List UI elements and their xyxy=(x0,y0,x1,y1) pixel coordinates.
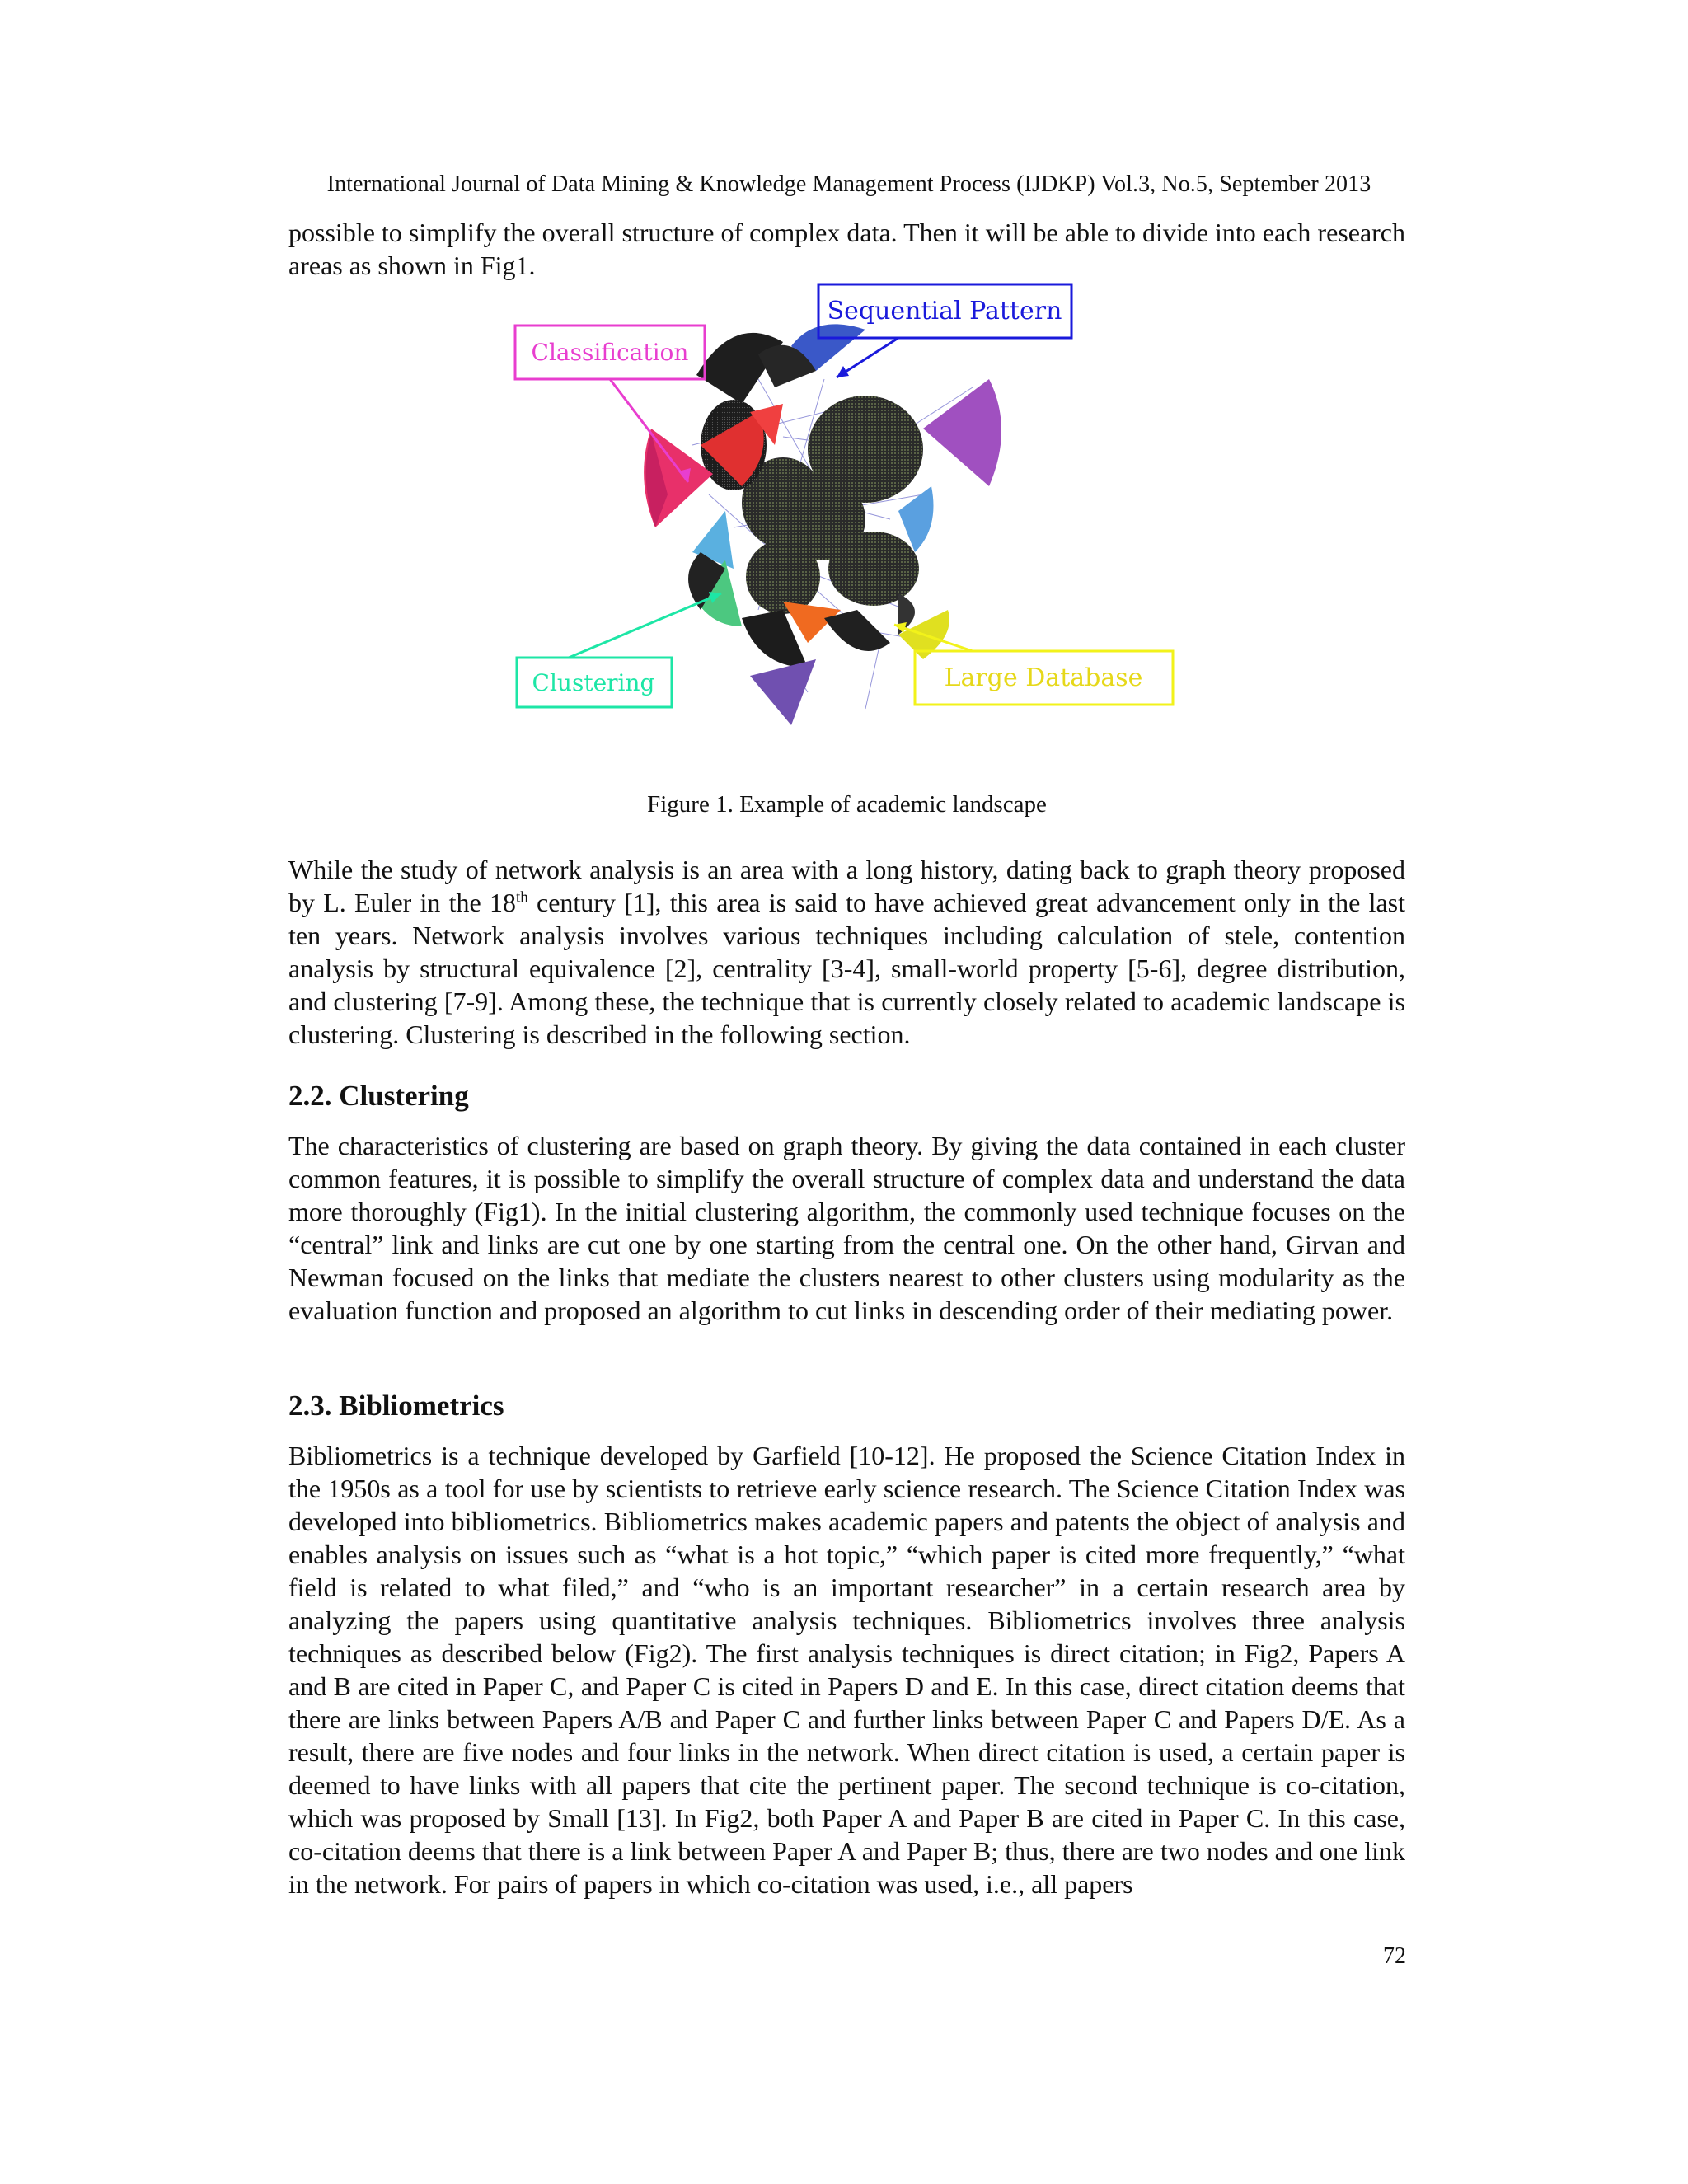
intro-paragraph: possible to simplify the overall structure of complex data. Then it will be able to divide into each research areas as shown in Fig1. xyxy=(288,218,1405,280)
cluster-center-3 xyxy=(746,540,820,614)
section-2-3-heading: 2.3. Bibliometrics xyxy=(288,1390,504,1422)
network-analysis-paragraph xyxy=(288,853,1405,1051)
label-large-db-text: Large Database xyxy=(944,663,1143,692)
label-clustering-text: Clustering xyxy=(532,669,655,696)
label-classification-text: Classification xyxy=(531,339,689,366)
section-2-2-paragraph: The characteristics of clustering are based on graph theory. By giving the data contained in each cluster common features, it is possible to simplify the overall structure of complex data and understand the data more thoroughly (Fig1). In the initial clustering algorithm, the commonly used technique focuses on the “central” link and links are cut one by one starting from the central one. On the other hand, Girvan and Newman focused on the links that mediate the clusters nearest to other clusters using modularity as the evaluation function and proposed an algorithm to cut links in descending order of their mediating power. xyxy=(288,1131,1405,1325)
para1-part-a: While the study of network analysis is an area with a long history, dating back to graph theory proposed by L. Euler in the 18 xyxy=(288,855,1405,917)
section-2-3-paragraph: Bibliometrics is a technique developed by Garfield [10-12]. He proposed the Science Citation Index in the 1950s as a tool for use by scientists to retrieve early science research. The Science Citation Index was developed into bibliometrics. Bibliometrics makes academic papers and patents the object of analysis and enables analysis on issues such as “what is a hot topic,” “which paper is cited more frequently,” “what field is related to what filed,” and “who is an important researcher” in a certain research area by analyzing the papers using quantitative analysis techniques. Bibliometrics involves three analysis techniques as described below (Fig2). The first analysis techniques is direct citation; in Fig2, Papers A and B are cited in Paper C, and Paper C is cited in Papers D and E. In this case, direct citation deems that there are links between Papers A/B and Paper C and further links between Paper C and Papers D/E. As a result, there are five nodes and four links in the network. When direct citation is used, a certain paper is deemed to have links with all papers that cite the pertinent paper. The second technique is co-citation, which was proposed by Small [13]. In Fig2, both Paper A and Paper B are cited in Paper C. In this case, co-citation deems that there is a link between Paper A and Paper B; thus, there are two nodes and one link in the network. For pairs of papers in which co-citation was used, i.e., all papers xyxy=(288,1441,1405,1899)
para1-superscript: th xyxy=(516,888,528,907)
para1-part-b: century [1], this area is said to have achieved great advancement only in the last ten years. Network analysis involves various techniques including calculation of stele, contention analysis by structural equivalence [2], centrality [3-4], small-world property [5-6], degree distribution, and clustering [7-9]. Among these, the technique that is currently closely related to academic landscape is clustering. Clustering is described in the following section. xyxy=(288,888,1406,1049)
cluster-bottom-purple xyxy=(750,659,816,725)
section-2-2-heading: 2.2. Clustering xyxy=(288,1080,469,1112)
label-clustering xyxy=(517,592,721,707)
academic-landscape-figure xyxy=(511,280,1179,808)
page-number: 72 xyxy=(1383,1943,1406,1969)
cluster-center-4 xyxy=(828,532,919,606)
label-sequential-text: Sequential Pattern xyxy=(827,297,1062,326)
figure-caption: Figure 1. Example of academic landscape xyxy=(647,791,1047,818)
cluster-purple-right xyxy=(923,379,1001,486)
running-header: International Journal of Data Mining & Knowledge Management Process (IJDKP) Vol.3, No.5, September 2013 xyxy=(326,171,1372,197)
